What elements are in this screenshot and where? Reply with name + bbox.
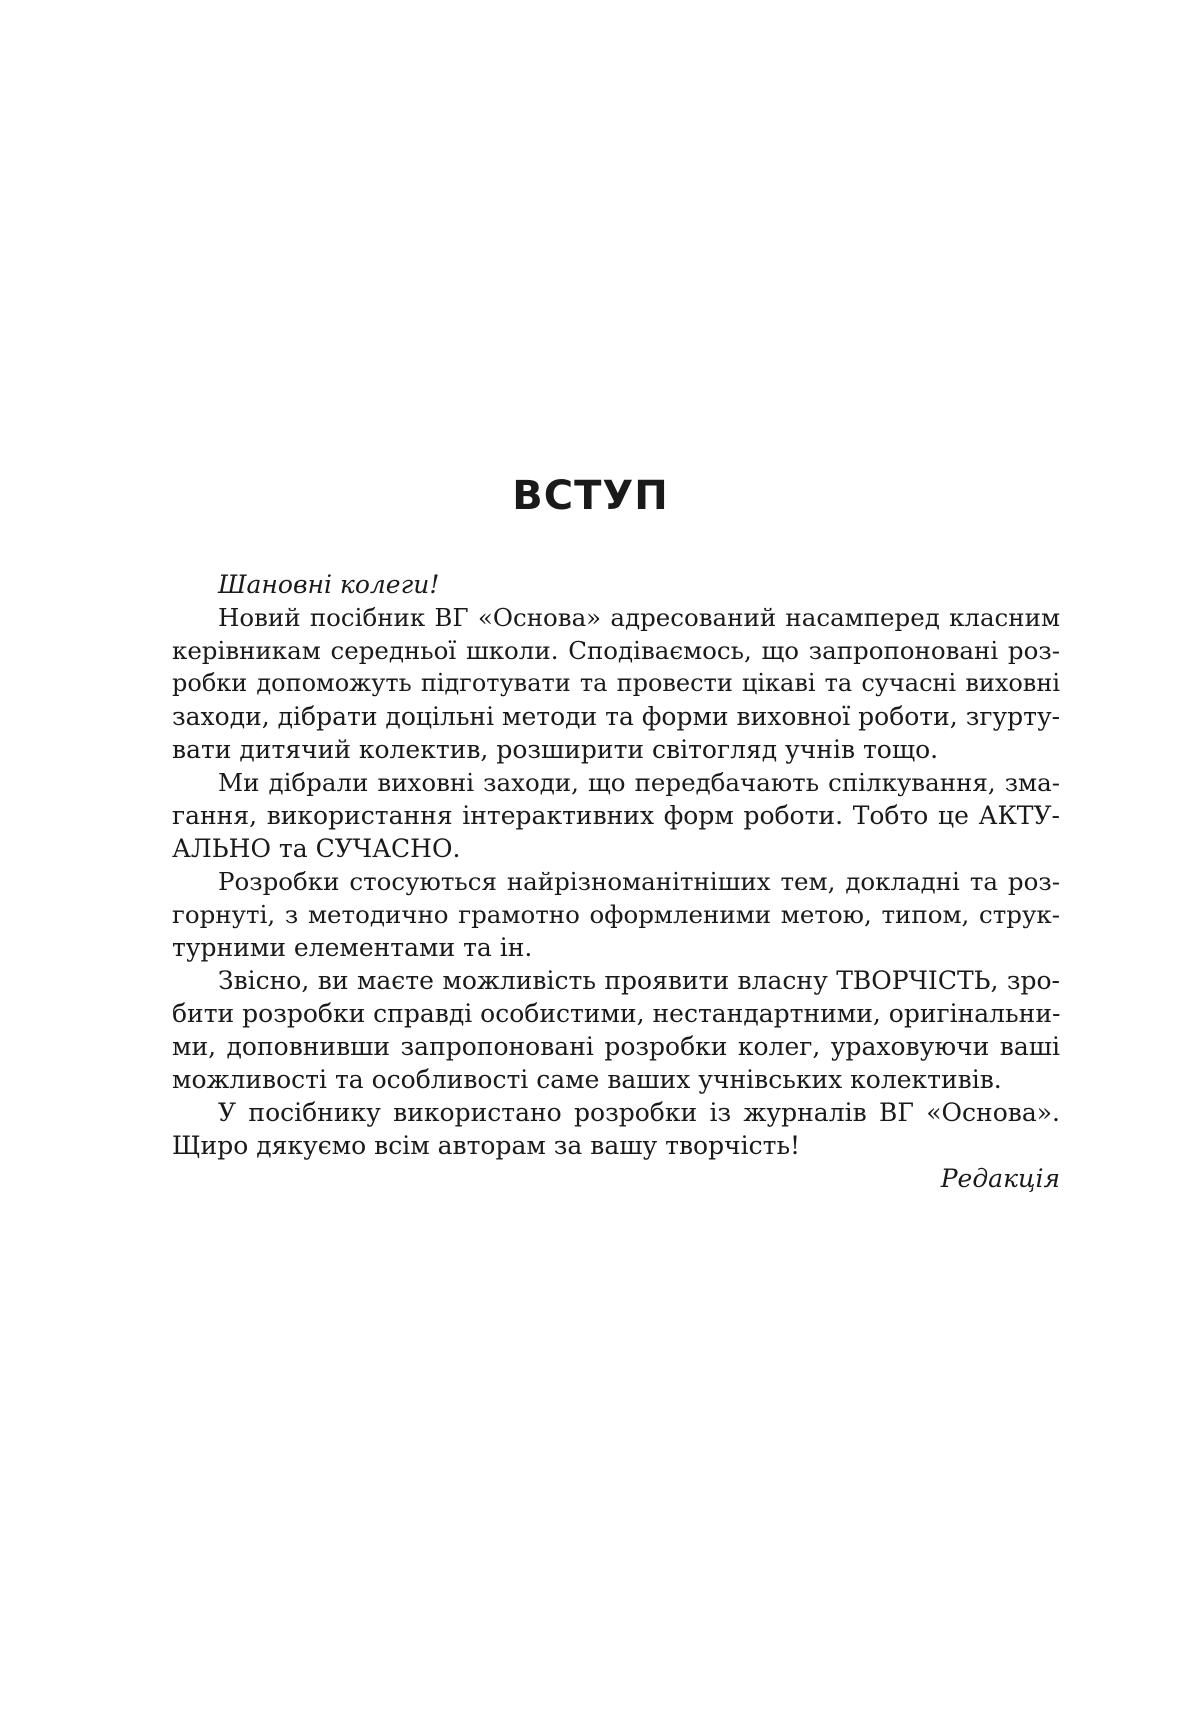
paragraph-line: Звісно, ви маєте можливість проявити власну ТВОРЧІСТЬ, зро- (218, 966, 1060, 995)
paragraph-line: Розробки стосуються найрізноманітніших тем, докладні та роз- (218, 867, 1060, 896)
paragraph-5 (172, 1096, 1060, 1162)
paragraph-line: заходи, дібрати доцільні методи та форми виховної роботи, згурту- (172, 702, 1061, 731)
paragraph-line: турними елементами та ін. (172, 933, 533, 962)
signature: Редакція (940, 1164, 1060, 1193)
paragraph-line: Новий посібник ВГ «Основа» адресований насамперед класним (218, 603, 1060, 632)
paragraph-4 (172, 964, 1060, 1096)
paragraph-line: горнуті, з методично грамотно оформленими метою, типом, струк- (172, 900, 1060, 929)
paragraph-line: АЛЬНО та СУЧАСНО. (172, 834, 461, 863)
paragraph-line: вати дитячий колектив, розширити світогляд учнів тощо. (172, 735, 939, 764)
page-title: ВСТУП (512, 473, 669, 519)
greeting: Шановні колеги! (218, 570, 440, 599)
paragraph-2 (172, 766, 1060, 865)
paragraph-line: робки допоможуть підготувати та провести цікаві та сучасні виховні (172, 669, 1060, 697)
paragraph-line: бити розробки справді особистими, нестандартними, оригінальни- (172, 999, 1061, 1028)
paragraph-3 (172, 865, 1060, 964)
paragraph-line: можливості та особливості саме ваших учнівських колективів. (172, 1065, 1002, 1094)
intro-body (172, 568, 1060, 1195)
paragraph-line: керівникам середньої школи. Сподіваємось, що запропоновані роз- (172, 636, 1060, 665)
paragraph-line: Щиро дякуємо всім авторам за вашу творчість! (172, 1131, 801, 1160)
paragraph-line: У посібнику використано розробки із журналів ВГ «Основа». (218, 1098, 1060, 1127)
paragraph-line: ми, доповнивши запропоновані розробки колег, ураховуючи ваші (172, 1032, 1060, 1061)
paragraph-line: Ми дібрали виховні заходи, що передбачають спілкування, зма- (218, 768, 1060, 797)
paragraph-1 (172, 601, 1060, 766)
paragraph-line: гання, використання інтерактивних форм роботи. Тобто це АКТУ- (172, 801, 1060, 830)
